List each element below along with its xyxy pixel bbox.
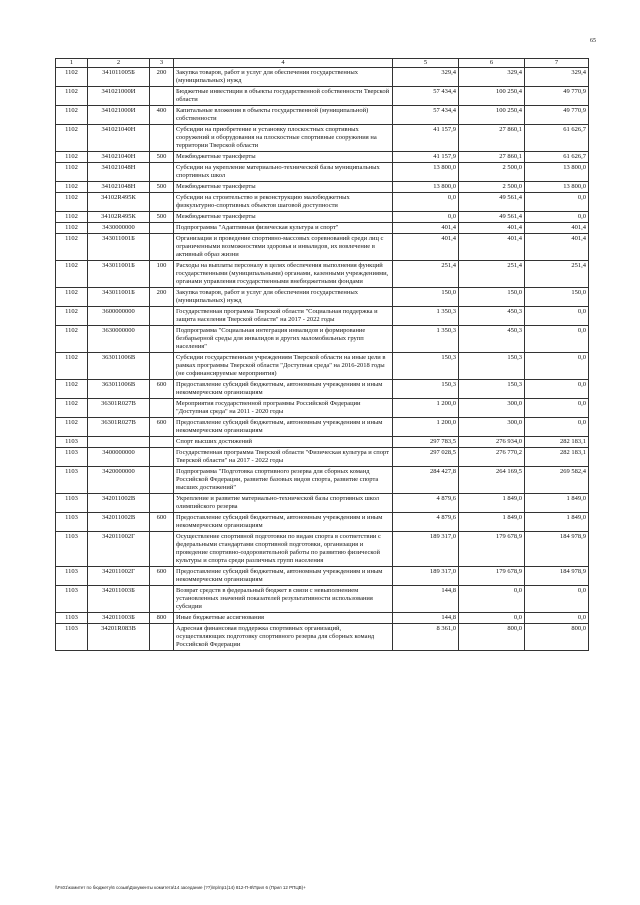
cell-expense-type bbox=[150, 437, 174, 448]
cell-expense-type bbox=[150, 326, 174, 353]
cell-amount-col6: 1 849,0 bbox=[459, 513, 525, 532]
cell-amount-col7: 13 800,0 bbox=[525, 163, 589, 182]
cell-expense-type: 200 bbox=[150, 288, 174, 307]
cell-target-article: 3420000000 bbox=[88, 467, 150, 494]
cell-target-article: 341021000И bbox=[88, 106, 150, 125]
cell-expense-type: 600 bbox=[150, 567, 174, 586]
cell-target-article: 3600000000 bbox=[88, 307, 150, 326]
table-row bbox=[56, 586, 589, 613]
cell-description: Подпрограмма "Социальная интеграция инвалидов и формирование безбарьерной среды для инвалидов и других маломобильных групп населения" bbox=[174, 326, 393, 353]
header-col-6: 6 bbox=[459, 59, 525, 68]
cell-expense-type bbox=[150, 353, 174, 380]
cell-amount-col6: 276 934,0 bbox=[459, 437, 525, 448]
cell-target-article: 36301R027В bbox=[88, 399, 150, 418]
cell-amount-col5: 150,3 bbox=[393, 353, 459, 380]
cell-target-article: 342011003Б bbox=[88, 613, 150, 624]
cell-target-article: 34102R495К bbox=[88, 193, 150, 212]
cell-amount-col6: 179 678,9 bbox=[459, 532, 525, 567]
cell-target-article: 363011006В bbox=[88, 353, 150, 380]
cell-amount-col6: 0,0 bbox=[459, 586, 525, 613]
cell-amount-col5: 41 157,9 bbox=[393, 125, 459, 152]
cell-target-article: 36301R027В bbox=[88, 418, 150, 437]
cell-amount-col5: 150,3 bbox=[393, 380, 459, 399]
cell-amount-col6: 276 770,2 bbox=[459, 448, 525, 467]
cell-section-code: 1102 bbox=[56, 125, 88, 152]
cell-amount-col6: 251,4 bbox=[459, 261, 525, 288]
header-col-2: 2 bbox=[88, 59, 150, 68]
cell-amount-col6: 49 561,4 bbox=[459, 193, 525, 212]
cell-description: Государственная программа Тверской области "Социальная поддержка и защита населения Тверской области" на 2017 - 2022 годы bbox=[174, 307, 393, 326]
cell-amount-col5: 0,0 bbox=[393, 193, 459, 212]
cell-expense-type bbox=[150, 223, 174, 234]
cell-target-article: 343011001Б bbox=[88, 261, 150, 288]
cell-description: Предоставление субсидий бюджетным, автономным учреждениям и иным некоммерческим организациям bbox=[174, 567, 393, 586]
cell-amount-col5: 329,4 bbox=[393, 68, 459, 87]
cell-target-article: 342011002В bbox=[88, 494, 150, 513]
cell-target-article: 3630000000 bbox=[88, 326, 150, 353]
page-number: 65 bbox=[590, 38, 596, 44]
table-row bbox=[56, 513, 589, 532]
cell-section-code: 1102 bbox=[56, 353, 88, 380]
cell-description: Осуществление спортивной подготовки по видам спорта в соответствии с федеральными стандартами спортивной подготовки, организация и проведение спортивно-оздоровительной работы по развитию физической культуры и спорта среди различных групп населения bbox=[174, 532, 393, 567]
cell-amount-col5: 13 800,0 bbox=[393, 182, 459, 193]
table-row bbox=[56, 399, 589, 418]
cell-target-article: 3400000000 bbox=[88, 448, 150, 467]
cell-expense-type: 100 bbox=[150, 261, 174, 288]
header-col-3: 3 bbox=[150, 59, 174, 68]
cell-target-article: 34102R495К bbox=[88, 212, 150, 223]
cell-amount-col6: 0,0 bbox=[459, 613, 525, 624]
cell-section-code: 1103 bbox=[56, 494, 88, 513]
cell-amount-col7: 13 800,0 bbox=[525, 182, 589, 193]
table-row bbox=[56, 567, 589, 586]
cell-expense-type bbox=[150, 467, 174, 494]
table-row bbox=[56, 234, 589, 261]
cell-amount-col6: 300,0 bbox=[459, 399, 525, 418]
table-row bbox=[56, 182, 589, 193]
cell-expense-type bbox=[150, 448, 174, 467]
cell-amount-col7: 1 849,0 bbox=[525, 513, 589, 532]
cell-amount-col7: 282 183,1 bbox=[525, 448, 589, 467]
cell-amount-col7: 800,0 bbox=[525, 624, 589, 651]
table-row bbox=[56, 624, 589, 651]
cell-target-article: 341011005Б bbox=[88, 68, 150, 87]
table-row bbox=[56, 68, 589, 87]
cell-target-article: 341021048Н bbox=[88, 182, 150, 193]
cell-amount-col5: 144,8 bbox=[393, 613, 459, 624]
cell-description: Предоставление субсидий бюджетным, автономным учреждениям и иным некоммерческим организациям bbox=[174, 380, 393, 399]
cell-amount-col5: 401,4 bbox=[393, 223, 459, 234]
cell-amount-col5: 1 350,3 bbox=[393, 307, 459, 326]
cell-amount-col5: 297 783,5 bbox=[393, 437, 459, 448]
cell-description: Организация и проведение спортивно-массовых соревнований среди лиц с ограниченными возможностями здоровья и инвалидов, их вовлечение в активный образ жизни bbox=[174, 234, 393, 261]
cell-expense-type: 200 bbox=[150, 68, 174, 87]
cell-section-code: 1103 bbox=[56, 467, 88, 494]
cell-amount-col7: 251,4 bbox=[525, 261, 589, 288]
cell-amount-col7: 0,0 bbox=[525, 380, 589, 399]
cell-amount-col7: 0,0 bbox=[525, 193, 589, 212]
cell-section-code: 1103 bbox=[56, 532, 88, 567]
cell-amount-col5: 1 350,3 bbox=[393, 326, 459, 353]
cell-section-code: 1102 bbox=[56, 288, 88, 307]
cell-amount-col6: 27 860,1 bbox=[459, 125, 525, 152]
cell-description: Межбюджетные трансферты bbox=[174, 182, 393, 193]
cell-expense-type bbox=[150, 163, 174, 182]
cell-expense-type bbox=[150, 532, 174, 567]
cell-section-code: 1102 bbox=[56, 399, 88, 418]
cell-amount-col7: 329,4 bbox=[525, 68, 589, 87]
cell-amount-col6: 150,0 bbox=[459, 288, 525, 307]
cell-amount-col5: 401,4 bbox=[393, 234, 459, 261]
cell-expense-type: 800 bbox=[150, 613, 174, 624]
cell-description: Предоставление субсидий бюджетным, автономным учреждениям и иным некоммерческим организациям bbox=[174, 513, 393, 532]
cell-target-article: 342011002Г bbox=[88, 567, 150, 586]
cell-section-code: 1102 bbox=[56, 380, 88, 399]
cell-section-code: 1102 bbox=[56, 106, 88, 125]
cell-section-code: 1103 bbox=[56, 448, 88, 467]
table-row bbox=[56, 152, 589, 163]
cell-amount-col6: 300,0 bbox=[459, 418, 525, 437]
cell-amount-col7: 282 183,1 bbox=[525, 437, 589, 448]
cell-amount-col5: 189 317,0 bbox=[393, 567, 459, 586]
cell-target-article: 341021000И bbox=[88, 87, 150, 106]
table-row bbox=[56, 87, 589, 106]
cell-section-code: 1103 bbox=[56, 586, 88, 613]
cell-target-article: 343011001Б bbox=[88, 288, 150, 307]
cell-description: Подпрограмма "Подготовка спортивного резерва для сборных команд Российской Федерации, развитие базовых видов спорта, развитие спорта высших достижений" bbox=[174, 467, 393, 494]
cell-amount-col5: 297 028,5 bbox=[393, 448, 459, 467]
cell-description: Закупка товаров, работ и услуг для обеспечения государственных (муниципальных) нужд bbox=[174, 68, 393, 87]
cell-amount-col5: 1 200,0 bbox=[393, 418, 459, 437]
cell-section-code: 1102 bbox=[56, 68, 88, 87]
header-col-5: 5 bbox=[393, 59, 459, 68]
cell-target-article: 342011002В bbox=[88, 513, 150, 532]
cell-amount-col7: 61 626,7 bbox=[525, 152, 589, 163]
cell-amount-col7: 49 770,9 bbox=[525, 106, 589, 125]
table-row bbox=[56, 353, 589, 380]
cell-section-code: 1102 bbox=[56, 212, 88, 223]
cell-amount-col6: 450,3 bbox=[459, 307, 525, 326]
cell-target-article bbox=[88, 437, 150, 448]
table-row bbox=[56, 326, 589, 353]
cell-section-code: 1103 bbox=[56, 613, 88, 624]
cell-description: Межбюджетные трансферты bbox=[174, 152, 393, 163]
table-row bbox=[56, 163, 589, 182]
cell-expense-type bbox=[150, 234, 174, 261]
cell-expense-type: 500 bbox=[150, 212, 174, 223]
table-row bbox=[56, 448, 589, 467]
cell-expense-type: 400 bbox=[150, 106, 174, 125]
cell-section-code: 1103 bbox=[56, 624, 88, 651]
cell-amount-col7: 184 978,9 bbox=[525, 532, 589, 567]
cell-description: Предоставление субсидий бюджетным, автономным учреждениям и иным некоммерческим организациям bbox=[174, 418, 393, 437]
cell-target-article: 34201R083В bbox=[88, 624, 150, 651]
table-row bbox=[56, 193, 589, 212]
cell-section-code: 1102 bbox=[56, 223, 88, 234]
cell-amount-col5: 57 434,4 bbox=[393, 106, 459, 125]
cell-expense-type bbox=[150, 307, 174, 326]
cell-amount-col5: 0,0 bbox=[393, 212, 459, 223]
table-row bbox=[56, 380, 589, 399]
cell-amount-col6: 100 250,4 bbox=[459, 87, 525, 106]
cell-amount-col5: 189 317,0 bbox=[393, 532, 459, 567]
cell-amount-col6: 800,0 bbox=[459, 624, 525, 651]
cell-amount-col6: 401,4 bbox=[459, 234, 525, 261]
cell-amount-col5: 251,4 bbox=[393, 261, 459, 288]
cell-amount-col5: 4 879,6 bbox=[393, 513, 459, 532]
cell-expense-type: 600 bbox=[150, 380, 174, 399]
cell-expense-type bbox=[150, 399, 174, 418]
cell-description: Государственная программа Тверской области "Физическая культура и спорт Тверской области" на 2017 - 2022 годы bbox=[174, 448, 393, 467]
cell-target-article: 341021040Н bbox=[88, 125, 150, 152]
cell-description: Адресная финансовая поддержка спортивных организаций, осуществляющих подготовку спортивного резерва для сборных команд Российской Федерации bbox=[174, 624, 393, 651]
cell-amount-col6: 1 849,0 bbox=[459, 494, 525, 513]
cell-description: Иные бюджетные ассигнования bbox=[174, 613, 393, 624]
cell-amount-col7: 61 626,7 bbox=[525, 125, 589, 152]
cell-amount-col6: 100 250,4 bbox=[459, 106, 525, 125]
header-col-7: 7 bbox=[525, 59, 589, 68]
cell-target-article: 3430000000 bbox=[88, 223, 150, 234]
cell-amount-col7: 150,0 bbox=[525, 288, 589, 307]
cell-amount-col7: 1 849,0 bbox=[525, 494, 589, 513]
cell-section-code: 1102 bbox=[56, 193, 88, 212]
cell-amount-col6: 329,4 bbox=[459, 68, 525, 87]
table-row bbox=[56, 494, 589, 513]
cell-section-code: 1102 bbox=[56, 152, 88, 163]
cell-section-code: 1103 bbox=[56, 567, 88, 586]
cell-section-code: 1103 bbox=[56, 513, 88, 532]
cell-amount-col7: 0,0 bbox=[525, 418, 589, 437]
cell-amount-col5: 284 427,8 bbox=[393, 467, 459, 494]
table-row bbox=[56, 467, 589, 494]
cell-target-article: 341021048Н bbox=[88, 163, 150, 182]
cell-expense-type: 600 bbox=[150, 418, 174, 437]
table-row bbox=[56, 288, 589, 307]
cell-amount-col5: 8 361,0 bbox=[393, 624, 459, 651]
table-header bbox=[56, 59, 589, 68]
cell-amount-col5: 144,8 bbox=[393, 586, 459, 613]
cell-description: Субсидии на приобретение и установку плоскостных спортивных сооружений и оборудования на плоскостные спортивные сооружения на территории Тверской области bbox=[174, 125, 393, 152]
table-row bbox=[56, 437, 589, 448]
cell-amount-col7: 0,0 bbox=[525, 326, 589, 353]
cell-section-code: 1102 bbox=[56, 261, 88, 288]
cell-amount-col7: 269 582,4 bbox=[525, 467, 589, 494]
cell-amount-col6: 401,4 bbox=[459, 223, 525, 234]
cell-amount-col6: 450,3 bbox=[459, 326, 525, 353]
cell-section-code: 1102 bbox=[56, 326, 88, 353]
cell-description: Спорт высших достижений bbox=[174, 437, 393, 448]
table-row bbox=[56, 223, 589, 234]
cell-amount-col6: 49 561,4 bbox=[459, 212, 525, 223]
cell-section-code: 1102 bbox=[56, 307, 88, 326]
cell-section-code: 1102 bbox=[56, 182, 88, 193]
cell-amount-col5: 150,0 bbox=[393, 288, 459, 307]
cell-description: Субсидии на строительство и реконструкцию малобюджетных физкультурно-спортивных объектов шаговой доступности bbox=[174, 193, 393, 212]
cell-amount-col6: 150,3 bbox=[459, 380, 525, 399]
cell-target-article: 363011006В bbox=[88, 380, 150, 399]
cell-section-code: 1102 bbox=[56, 418, 88, 437]
cell-expense-type: 500 bbox=[150, 182, 174, 193]
budget-table bbox=[55, 58, 589, 651]
cell-amount-col7: 0,0 bbox=[525, 212, 589, 223]
footer-file-path: \\Fs01\комитет по бюджету\6 созыв\Документы комитета\14 заседание (??)\пр\пр1(14) 812-П-8\Прил 6 (Прил 12 РПЦВ)+ bbox=[55, 885, 306, 890]
cell-amount-col6: 179 678,9 bbox=[459, 567, 525, 586]
table-row bbox=[56, 261, 589, 288]
cell-amount-col5: 57 434,4 bbox=[393, 87, 459, 106]
cell-section-code: 1102 bbox=[56, 87, 88, 106]
cell-amount-col7: 0,0 bbox=[525, 586, 589, 613]
header-col-1: 1 bbox=[56, 59, 88, 68]
cell-description: Расходы на выплаты персоналу в целях обеспечения выполнения функций государственными (муниципальными) органами, казенными учреждениями, органами управления государственными внебюджетными фондами bbox=[174, 261, 393, 288]
cell-amount-col7: 49 770,9 bbox=[525, 87, 589, 106]
cell-target-article: 342011002Г bbox=[88, 532, 150, 567]
cell-description: Закупка товаров, работ и услуг для обеспечения государственных (муниципальных) нужд bbox=[174, 288, 393, 307]
cell-amount-col7: 184 978,9 bbox=[525, 567, 589, 586]
cell-description: Субсидии на укрепление материально-технической базы муниципальных спортивных школ bbox=[174, 163, 393, 182]
cell-description: Возврат средств в федеральный бюджет в связи с невыполнением установленных значений показателей результативности использования субсидии bbox=[174, 586, 393, 613]
cell-amount-col6: 27 860,1 bbox=[459, 152, 525, 163]
cell-amount-col7: 0,0 bbox=[525, 353, 589, 380]
cell-expense-type: 500 bbox=[150, 152, 174, 163]
cell-amount-col5: 41 157,9 bbox=[393, 152, 459, 163]
cell-amount-col6: 264 169,5 bbox=[459, 467, 525, 494]
cell-description: Мероприятия государственной программы Российской Федерации "Доступная среда" на 2011 - 2020 годы bbox=[174, 399, 393, 418]
cell-expense-type bbox=[150, 586, 174, 613]
table-row bbox=[56, 532, 589, 567]
cell-amount-col7: 0,0 bbox=[525, 307, 589, 326]
cell-description: Подпрограмма "Адаптивная физическая культура и спорт" bbox=[174, 223, 393, 234]
cell-amount-col5: 13 800,0 bbox=[393, 163, 459, 182]
cell-expense-type: 600 bbox=[150, 513, 174, 532]
cell-expense-type bbox=[150, 125, 174, 152]
cell-amount-col7: 401,4 bbox=[525, 223, 589, 234]
cell-amount-col5: 1 200,0 bbox=[393, 399, 459, 418]
cell-target-article: 343011001Б bbox=[88, 234, 150, 261]
cell-description: Бюджетные инвестиции в объекты государственной собственности Тверской области bbox=[174, 87, 393, 106]
cell-description: Укрепление и развитие материально-технической базы спортивных школ олимпийского резерва bbox=[174, 494, 393, 513]
cell-description: Межбюджетные трансферты bbox=[174, 212, 393, 223]
cell-expense-type bbox=[150, 193, 174, 212]
cell-expense-type bbox=[150, 624, 174, 651]
header-col-4: 4 bbox=[174, 59, 393, 68]
cell-description: Субсидии государственным учреждениям Тверской области на иные цели в рамках программы Тверской области "Доступная среда" на 2016-2018 годы (не софинансируемые мероприятия) bbox=[174, 353, 393, 380]
cell-amount-col7: 0,0 bbox=[525, 613, 589, 624]
cell-description: Капитальные вложения в объекты государственной (муниципальной) собственности bbox=[174, 106, 393, 125]
cell-target-article: 341021040Н bbox=[88, 152, 150, 163]
cell-amount-col5: 4 879,6 bbox=[393, 494, 459, 513]
cell-expense-type bbox=[150, 87, 174, 106]
header-row bbox=[56, 59, 589, 68]
cell-amount-col6: 150,3 bbox=[459, 353, 525, 380]
cell-amount-col6: 2 500,0 bbox=[459, 182, 525, 193]
cell-section-code: 1103 bbox=[56, 437, 88, 448]
table-row bbox=[56, 307, 589, 326]
cell-expense-type bbox=[150, 494, 174, 513]
table-body bbox=[56, 68, 589, 651]
table-row bbox=[56, 106, 589, 125]
cell-amount-col7: 401,4 bbox=[525, 234, 589, 261]
table-row bbox=[56, 125, 589, 152]
table-row bbox=[56, 613, 589, 624]
cell-section-code: 1102 bbox=[56, 163, 88, 182]
cell-amount-col7: 0,0 bbox=[525, 399, 589, 418]
table-row bbox=[56, 212, 589, 223]
cell-amount-col6: 2 500,0 bbox=[459, 163, 525, 182]
table-row bbox=[56, 418, 589, 437]
cell-target-article: 342011003Б bbox=[88, 586, 150, 613]
cell-section-code: 1102 bbox=[56, 234, 88, 261]
